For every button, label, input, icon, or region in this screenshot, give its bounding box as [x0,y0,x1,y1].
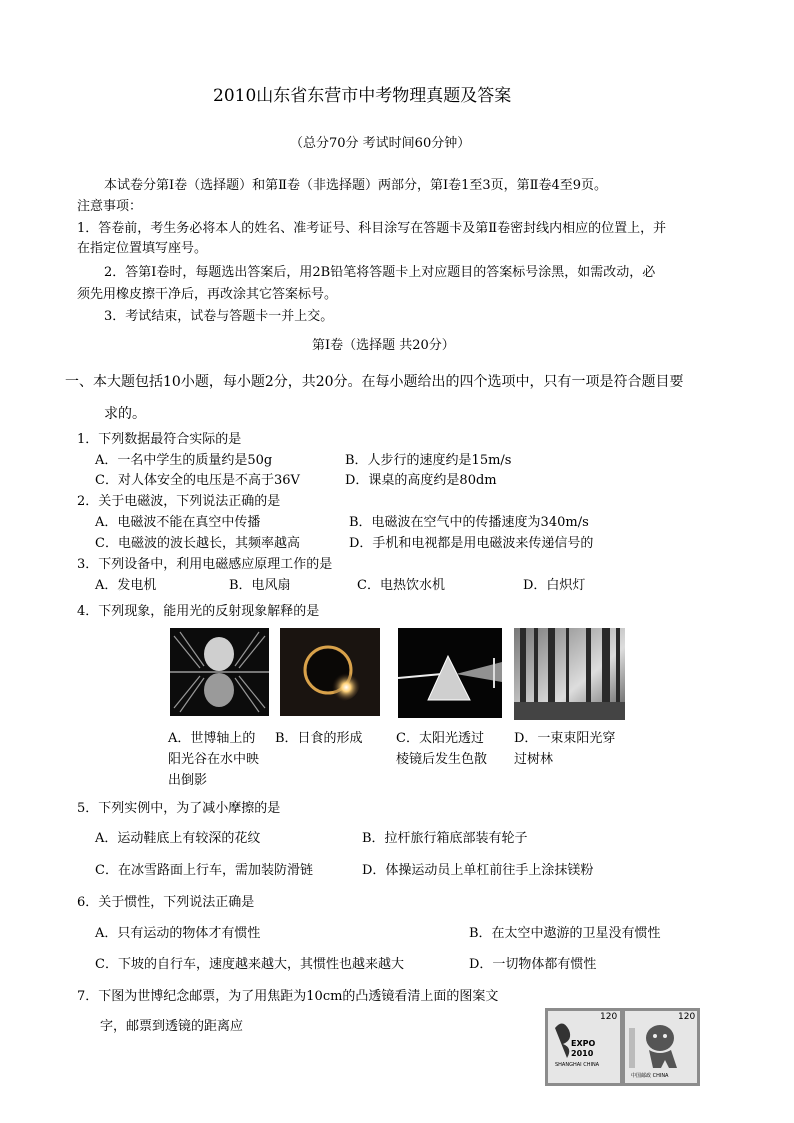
q5-option-c: C．在冰雪路面上行车，需加装防滑链 [95,863,313,878]
q3-option-a: A．发电机 [95,578,157,593]
stamp-1-logo-line3: SHANGHAI CHINA [555,1062,600,1068]
stamp-2-issuer: 中国邮政 CHINA [631,1073,669,1079]
expo-stamps-image [545,1008,700,1086]
q4-option-c: C．太阳光透过棱镜后发生色散 [396,731,488,767]
q6-option-a: A．只有运动的物体才有惯性 [95,926,261,941]
q7-stem-cont: 字，邮票到透镜的距离应 [100,1019,244,1034]
q6-stem: 6．关于惯性，下列说法正确是 [77,895,255,910]
note-2-cont: 须先用橡皮擦干净后，再改涂其它答案标号。 [77,287,338,302]
stamp-1-value: 120 [600,1012,618,1022]
stamp-2-value: 120 [678,1012,696,1022]
note-3: 3．考试结束，试卷与答题卡一并上交。 [104,309,334,324]
section-instructions-cont: 求的。 [104,406,146,422]
q4-option-d: D．一束束阳光穿过树林 [514,731,616,767]
q5-option-d: D．体操运动员上单杠前往手上涂抹镁粉 [362,863,594,878]
q3-option-c: C．电热饮水机 [357,578,445,593]
q4-stem: 4．下列现象，能用光的反射现象解释的是 [77,604,320,619]
q1-option-a: A．一名中学生的质量约是50g [95,453,273,468]
q2-stem: 2．关于电磁波，下列说法正确的是 [77,494,281,509]
page-title: 2010山东省东营市中考物理真题及答案 [213,86,512,106]
q5-option-a: A．运动鞋底上有较深的花纹 [95,831,261,846]
q5-stem: 5．下列实例中，为了减小摩擦的是 [77,801,281,816]
q4-option-a: A．世博轴上的阳光谷在水中映出倒影 [168,731,260,788]
section-title: 第Ⅰ卷（选择题 共20分） [312,338,455,353]
q1-option-c: C．对人体安全的电压是不高于36V [95,473,300,488]
q2-option-d: D．手机和电视都是用电磁波来传递信号的 [349,536,594,551]
q4-picture-prism [398,628,502,718]
q5-option-b: B．拉杆旅行箱底部装有轮子 [362,831,528,846]
q1-option-d: D．课桌的高度约是80dm [345,473,497,488]
q4-picture-forest [514,628,625,720]
intro-line: 本试卷分第Ⅰ卷（选择题）和第Ⅱ卷（非选择题）两部分，第Ⅰ卷1至3页，第Ⅱ卷4至9页。 [104,178,608,193]
note-1: 1．答卷前，考生务必将本人的姓名、准考证号、科目涂写在答题卡及第Ⅱ卷密封线内相应的位置上，并 [77,221,667,236]
q7-stem: 7．下图为世博纪念邮票，为了用焦距为10cm的凸透镜看清上面的图案文 [77,989,499,1004]
q1-option-b: B．人步行的速度约是15m/s [345,453,512,468]
q4-picture-eclipse [280,628,380,716]
note-2: 2．答第Ⅰ卷时，每题选出答案后，用2B铅笔将答题卡上对应题目的答案标号涂黑，如需改动，必 [104,265,656,280]
stamp-1-logo-line2: 2010 [571,1049,594,1058]
q4-picture-reflection [170,628,269,716]
q3-option-b: B．电风扇 [229,578,291,593]
note-1-cont: 在指定位置填写座号。 [77,241,208,256]
q4-option-b: B．日食的形成 [275,731,363,746]
q2-option-c: C．电磁波的波长越长，其频率越高 [95,536,300,551]
section-instructions: 一、本大题包括10小题，每小题2分，共20分。在每小题给出的四个选项中，只有一项是符合题目要 [65,374,684,390]
q2-option-b: B．电磁波在空气中的传播速度为340m/s [349,515,589,530]
q6-option-b: B．在太空中遨游的卫星没有惯性 [469,926,661,941]
q3-stem: 3．下列设备中，利用电磁感应原理工作的是 [77,557,333,572]
q6-option-c: C．下坡的自行车，速度越来越大，其惯性也越来越大 [95,957,404,972]
q1-stem: 1．下列数据最符合实际的是 [77,432,242,447]
notes-label: 注意事项： [77,199,143,214]
q2-option-a: A．电磁波不能在真空中传播 [95,515,261,530]
q3-option-d: D．白炽灯 [523,578,586,593]
q6-option-d: D．一切物体都有惯性 [469,957,597,972]
stamp-1-logo-line1: EXPO [571,1039,596,1048]
page-subtitle: （总分70分 考试时间60分钟） [290,136,471,151]
